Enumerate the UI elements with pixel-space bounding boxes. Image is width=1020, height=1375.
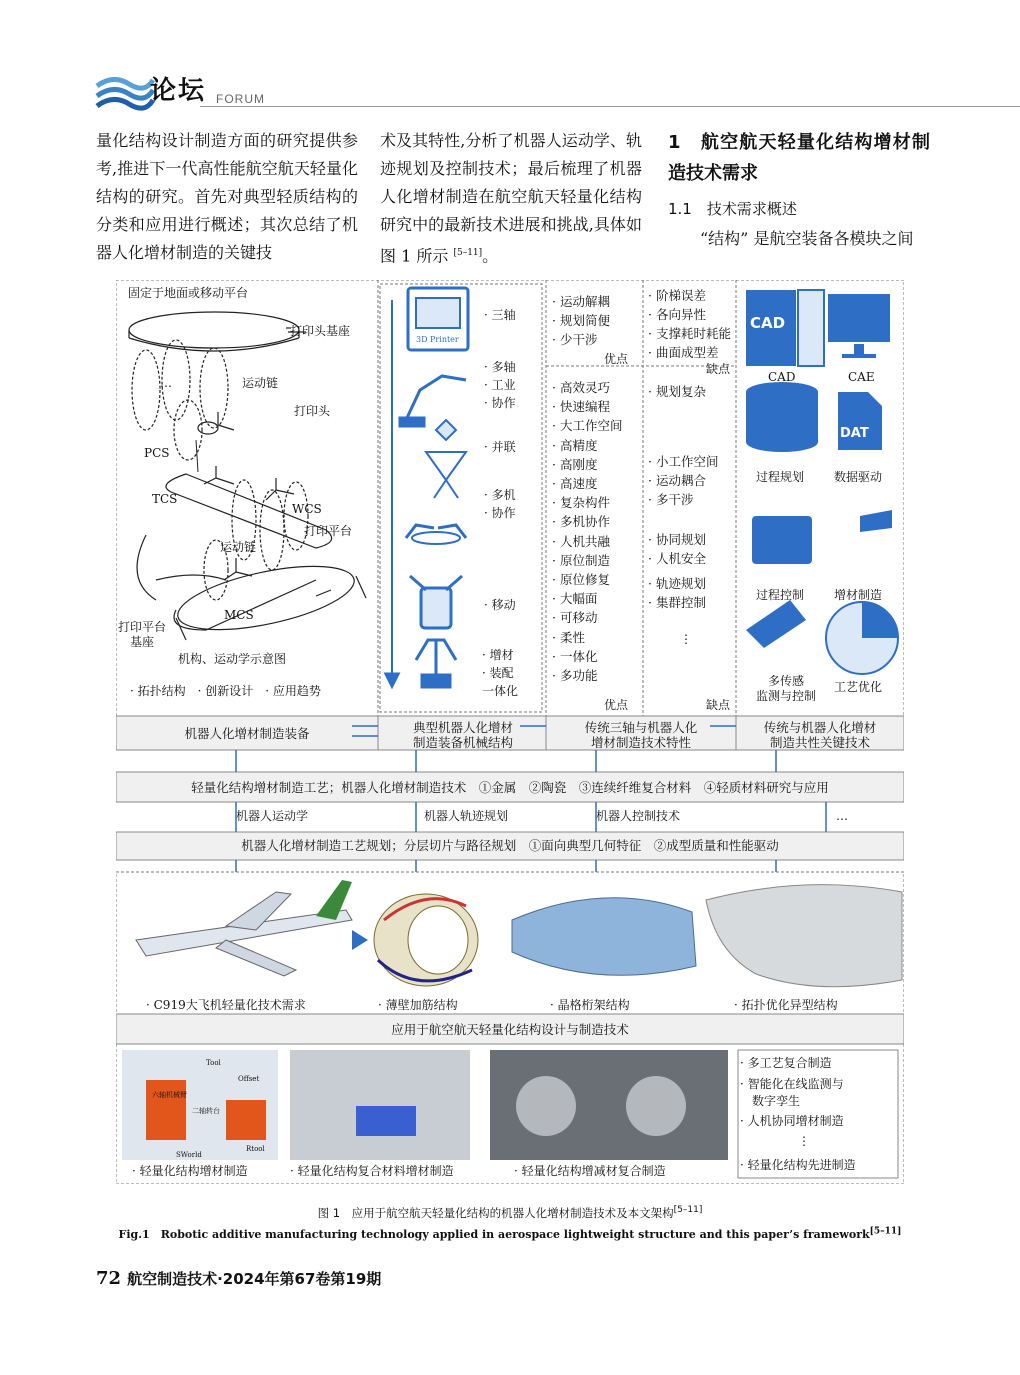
pros-label-b: 优点 [604,698,629,712]
pros-list-b: · 高效灵巧 · 快速编程 · 大工作空间 · 高精度 · 高刚度 · 高速度 · 复杂构件 · 多机协作 · 人机共融 · 原位制造 · 原位修复 · 大幅面 · 可移动 · 柔性 · 一体化 · 多功能 [552,378,622,685]
mfg-hybrid: · 轻量化结构增减材复合制造 [514,1164,666,1178]
platform-base-label: 打印平台 基座 [118,620,167,649]
label-two-axis: 二轴转台 [192,1107,220,1115]
key-multisensor: 多传感 监测与控制 [755,674,816,703]
adv-vdots: ⋮ [798,1134,810,1148]
head-label: 打印头 [294,404,331,418]
header-rule [200,106,1020,107]
app-topology: · 拓扑优化异型结构 [734,998,838,1012]
dat-icon: DAT [840,426,869,441]
journal-name: 航空制造技术·2024年第67卷第19期 [127,1270,382,1288]
forum-logo-icon [95,72,155,112]
chain-label-1: 运动链 [242,376,279,390]
subbar-trajectory: 机器人轨迹规划 [424,809,509,823]
adv-monitoring: · 智能化在线监测与 数字孪生 [740,1077,844,1108]
figure-caption-cn: 图 1 应用于航空航天轻量化结构的机器人化增材制造技术及本文架构[5–11] [317,1205,703,1220]
key-am: 增材制造 [834,588,883,602]
subbar-kinematics: 机器人运动学 [236,809,309,823]
page-number: 72 [96,1268,122,1289]
cons-list-b2: · 小工作空间 · 运动耦合 · 多干涉 [648,452,718,509]
process-bar: 轻量化结构增材制造工艺；机器人化增材制造技术 ①金属 ②陶瓷 ③连续纤维复合材料 ④轻质材料研究与应用 [191,780,829,795]
cons-list-a: · 阶梯误差 · 各向异性 · 支撑耗时耗能 · 曲面成型差 [648,286,731,362]
pros-list-a: · 运动解耦 · 规划简便 · 少干涉 [552,292,610,349]
key-optimization: 工艺优化 [834,680,883,694]
subbar-more: … [836,809,848,823]
app-c919: · C919大飞机轻量化技术需求 [146,998,306,1012]
head-base-label: 打印头基座 [290,324,351,338]
ellipsis-label: … [160,376,172,390]
equipment-panel-label: 机器人化增材制造装备 [184,726,310,741]
label-world: SWorld [176,1151,202,1159]
adv-human-robot: · 人机协同增材制造 [740,1114,844,1128]
characteristics-panel-label: 传统三轴与机器人化 增材制造技术特性 [584,720,698,750]
body-column-1: 量化结构设计制造方面的研究提供参考,推进下一代高性能航空航天轻量化结构的研究。首先对典型轻质结构的分类和应用进行概述；其次总结了机器人化增材制造的关键技 [96,131,358,262]
figure-1 [116,280,904,1184]
figure-caption-en: Fig.1 Robotic additive manufacturing technology applied in aerospace lightweight structure and this paper’s framework[5–11] [118,1226,902,1241]
planning-bar: 机器人化增材制造工艺规划；分层切片与路径规划 ①面向典型几何特征 ②成型质量和性能驱动 [241,838,779,853]
platform-label: 打印平台 [304,524,353,538]
key-cad: CAD [768,370,796,384]
key-process-control: 过程控制 [756,588,805,602]
cons-label-b: 缺点 [706,698,731,712]
printer-label: 3D Printer [416,335,459,344]
robot-type-5: · 移动 [484,598,516,612]
robot-type-1: · 三轴 [484,308,516,322]
body-column-2: 术及其特性,分析了机器人运动学、轨迹规划及控制技术；最后梳理了机器人化增材制造在航空航天轻量化结构研究中的最新技术进展和挑战,具体如图 1 所示 [5–11]。 [380,131,642,266]
label-offset: Offset [238,1075,260,1083]
app-thin-wall: · 薄壁加筋结构 [378,998,458,1012]
adv-multi-process: · 多工艺复合制造 [740,1056,832,1070]
key-process-planning: 过程规划 [756,470,805,484]
pros-label-a: 优点 [604,352,629,366]
app-lattice: · 晶格桁架结构 [550,998,630,1012]
section-heading: 1 航空航天轻量化结构增材制造技术需求 [668,132,930,184]
section-title: 论坛 [150,76,207,106]
key-data-driven: 数据驱动 [834,470,883,484]
mech-top-label: 固定于地面或移动平台 [128,286,249,300]
subbar-control: 机器人控制技术 [596,809,681,823]
mfg-composite: · 轻量化结构复合材料增材制造 [290,1164,454,1178]
key-tech-panel-label: 传统与机器人化增材 制造共性关键技术 [763,720,877,750]
body-column-3 [668,127,930,253]
mech-caption: 机构、运动学示意图 [178,652,287,666]
label-six-axis: 六轴机械臂 [152,1091,187,1099]
key-cae: CAE [848,370,875,384]
wcs-label: WCS [292,502,322,516]
mfg-am: · 轻量化结构增材制造 [132,1164,248,1178]
tcs-label: TCS [152,492,178,506]
application-bar: 应用于航空航天轻量化结构设计与制造技术 [391,1022,629,1037]
cons-label-a: 缺点 [706,362,731,376]
robot-illustrations [386,288,468,687]
cons-list-b3: · 协同规划 · 人机安全 [648,530,706,568]
mechanism-diagram [129,312,366,642]
label-tool: Tool [206,1059,221,1067]
cons-vdots: ⋮ [680,632,692,646]
robot-type-2: · 多轴 · 工业 · 协作 [484,360,516,410]
cons-list-b4: · 轨迹规划 · 集群控制 [648,574,706,612]
mcs-label: MCS [224,608,254,622]
cad-icon: CAD [750,314,786,332]
mech-bullets: · 拓扑结构 · 创新设计 · 应用趋势 [130,684,321,698]
paragraph: “结构” 是航空装备各模块之间 [700,229,914,248]
section-subtitle: FORUM [216,92,265,106]
chain-label-2: 运动链 [220,540,257,554]
page-footer [96,1268,381,1289]
adv-advanced: · 轻量化结构先进制造 [740,1158,856,1172]
cons-list-b1: · 规划复杂 [648,382,706,401]
pcs-label: PCS [144,446,170,460]
label-rtool: Rtool [246,1145,265,1153]
subsection-heading: 1.1 技术需求概述 [668,200,797,218]
citation: [5–11] [453,248,483,258]
structure-panel-label: 典型机器人化增材 制造装备机械结构 [412,720,513,750]
robot-type-3: · 并联 [484,440,516,454]
robot-type-6: · 增材 · 装配 一体化 [482,648,519,698]
robot-type-4: · 多机 · 协作 [484,488,516,520]
